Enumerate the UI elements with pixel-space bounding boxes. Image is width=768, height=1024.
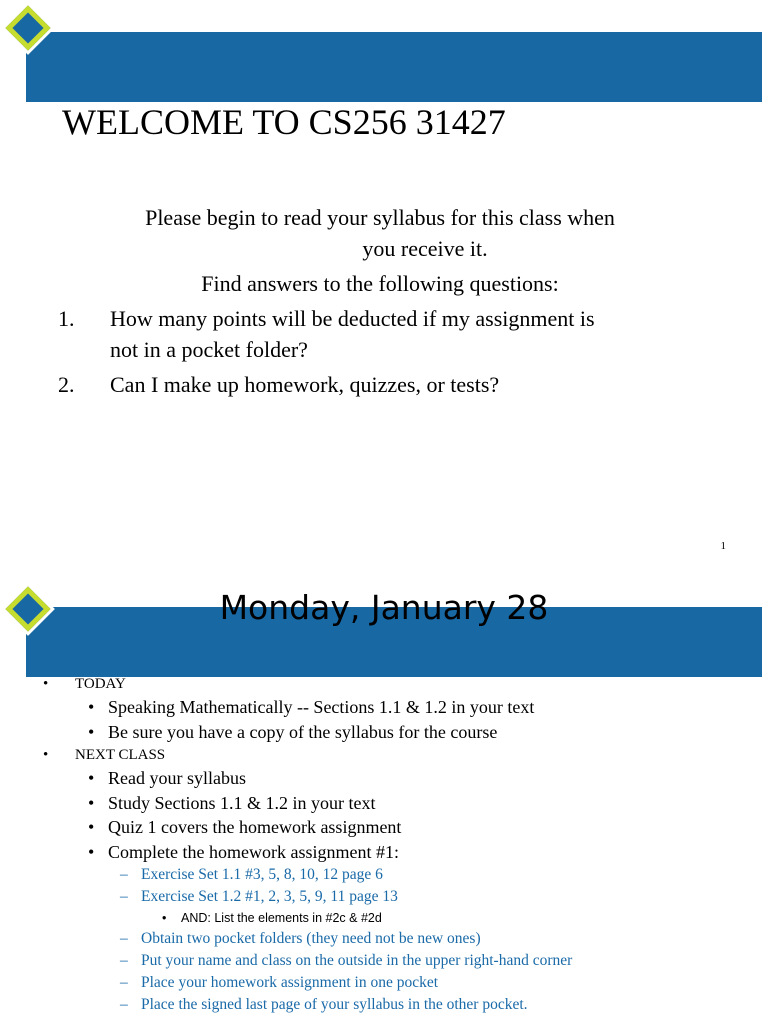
dash-icon: – [120, 930, 128, 947]
homework-item [0, 928, 768, 950]
list-item-text: Speaking Mathematically -- Sections 1.1 & 1.2 in your text [108, 697, 535, 717]
bullet-icon: • [88, 721, 95, 742]
question-text: How many points will be deducted if my assignment is [110, 306, 595, 331]
sub-note [0, 908, 768, 928]
dash-icon: – [120, 974, 128, 991]
intro-line-continued: you receive it. [362, 236, 488, 261]
slide-title: WELCOME TO CS256 31427 [62, 102, 506, 142]
list-item [0, 791, 768, 816]
list-item [0, 720, 768, 745]
list-item [0, 695, 768, 720]
homework-item [0, 950, 768, 972]
find-answers-line: Find answers to the following questions: [201, 271, 559, 296]
question-number: 2. [58, 372, 75, 397]
bullet-icon: • [162, 911, 167, 925]
homework-item-text: Exercise Set 1.2 #1, 2, 3, 5, 9, 11 page 13 [141, 888, 398, 905]
homework-item-text: Put your name and class on the outside in the upper right-hand corner [141, 952, 573, 969]
dash-icon: – [120, 866, 128, 883]
list-item [0, 815, 768, 840]
slide-body [40, 202, 720, 400]
sub-note-text: AND: List the elements in #2c & #2d [181, 911, 382, 925]
question-item [40, 369, 720, 400]
dash-icon: – [120, 888, 128, 905]
homework-item [0, 864, 768, 886]
question-item [40, 303, 720, 365]
list-item-text: Be sure you have a copy of the syllabus for the course [108, 721, 498, 742]
list-item [0, 840, 768, 865]
intro-line: Please begin to read your syllabus for this class when [145, 205, 615, 230]
homework-item-text: Exercise Set 1.1 #3, 5, 8, 10, 12 page 6 [141, 866, 383, 883]
header-band [26, 32, 762, 102]
bullet-icon: • [88, 792, 95, 813]
list-item-text: Study Sections 1.1 & 1.2 in your text [108, 792, 376, 813]
slide-title: Monday, January 28 [219, 588, 549, 627]
dash-icon: – [120, 996, 128, 1013]
list-item-text: Quiz 1 covers the homework assignment [108, 817, 402, 837]
bullet-icon: • [88, 817, 95, 837]
question-number: 1. [58, 306, 75, 331]
question-text: Can I make up homework, quizzes, or tests? [110, 372, 500, 397]
dash-icon: – [120, 952, 128, 969]
homework-item [0, 994, 768, 1016]
homework-item [0, 886, 768, 908]
list-item-text: Read your syllabus [108, 768, 246, 788]
question-list [40, 303, 720, 400]
homework-item [0, 972, 768, 994]
bullet-icon: • [88, 841, 95, 862]
slide-body [0, 673, 768, 1016]
homework-item-text: Obtain two pocket folders (they need not be new ones) [141, 930, 481, 947]
agenda-heading-label: NEXT CLASS [75, 747, 166, 763]
page-number: 1 [720, 540, 726, 552]
slide-monday [0, 570, 768, 1024]
homework-item-text: Place the signed last page of your syllabus in the other pocket. [141, 996, 528, 1013]
agenda-heading-label: TODAY [75, 676, 126, 692]
bullet-icon: • [43, 676, 49, 692]
bullet-icon: • [88, 697, 95, 717]
agenda-heading-next-class [0, 744, 768, 766]
list-item-text: Complete the homework assignment #1: [108, 841, 399, 862]
question-text-continued: not in a pocket folder? [110, 337, 308, 362]
bullet-icon: • [88, 768, 95, 788]
homework-item-text: Place your homework assignment in one pocket [141, 974, 439, 991]
list-item [0, 766, 768, 791]
bullet-icon: • [43, 747, 49, 763]
agenda-heading-today [0, 673, 768, 695]
